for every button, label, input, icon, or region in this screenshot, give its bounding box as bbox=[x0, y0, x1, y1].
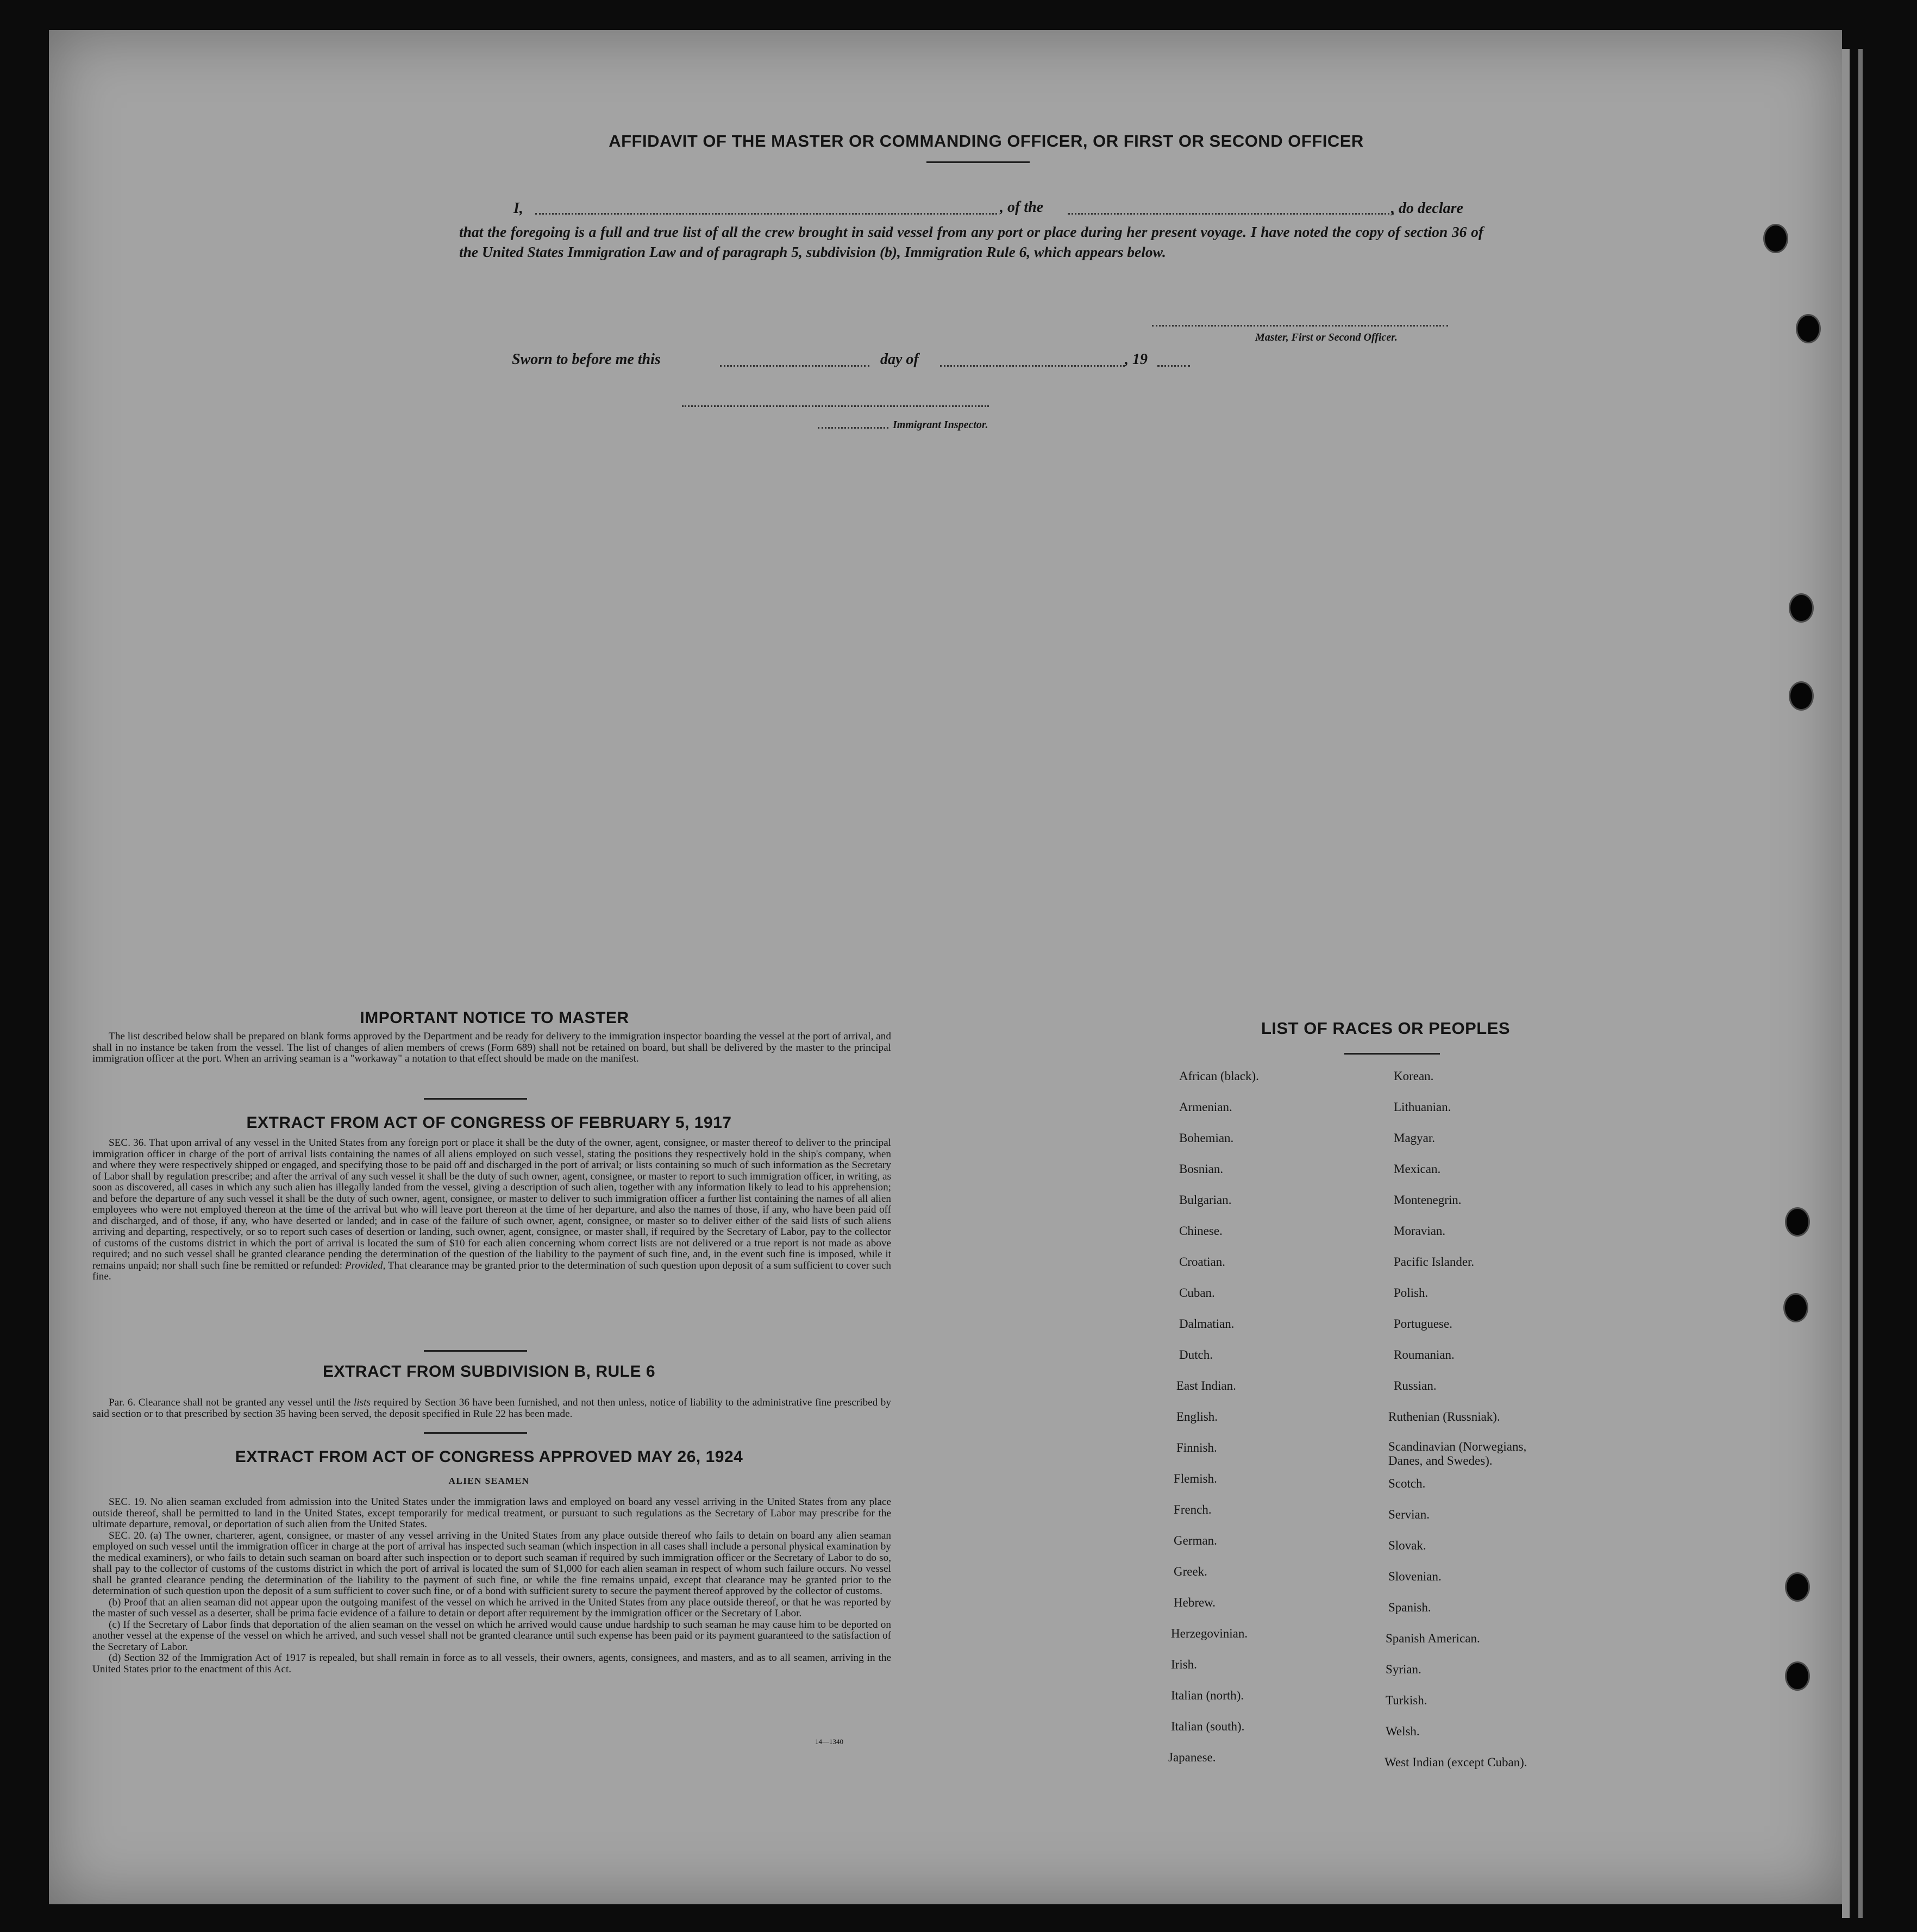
race-item-right: Scandinavian (Norwegians, Danes, and Swedes). bbox=[1388, 1440, 1527, 1467]
race-item-right: Roumanian. bbox=[1394, 1348, 1455, 1362]
binder-hole bbox=[1785, 1661, 1810, 1691]
sec-20b-paragraph: (b) Proof that an alien seaman did not appear upon the outgoing manifest of the vessel on which he arrived in the United States from any place outside thereof, or that he was reported by the master of such vessel as a deserter, shall be prima facie evidence of a failure to detain or deport after requirement by the immigration officer or the Secretary of Labor. bbox=[92, 1596, 891, 1619]
race-item-right: Portuguese. bbox=[1394, 1317, 1452, 1331]
rule6-text-after: required by Section 36 have been furnished, and not then unless, notice of liability to the administrative fine prescribed by said section or to that prescribed by section 35 having been served, the deposit specified in Rule 22 has been made. bbox=[92, 1397, 891, 1420]
race-item-right: Spanish American. bbox=[1386, 1632, 1480, 1645]
sworn-label: Sworn to before me this bbox=[512, 351, 661, 368]
extract-1917-text bbox=[92, 1138, 891, 1283]
sworn-year-line[interactable] bbox=[1157, 365, 1190, 367]
extract-1917-divider bbox=[424, 1350, 527, 1352]
race-item-right: Servian. bbox=[1388, 1508, 1430, 1521]
declare-label: , do declare bbox=[1391, 200, 1463, 217]
race-item-left: Bosnian. bbox=[1179, 1162, 1224, 1176]
race-item-left: East Indian. bbox=[1176, 1379, 1236, 1392]
extract-rule6-divider bbox=[424, 1432, 527, 1434]
of-the-label: , of the bbox=[1000, 199, 1044, 216]
race-item-right: West Indian (except Cuban). bbox=[1384, 1755, 1527, 1769]
race-item-right: Mexican. bbox=[1394, 1162, 1441, 1176]
year-label: , 19 bbox=[1125, 351, 1148, 368]
extract-1924-title: EXTRACT FROM ACT OF CONGRESS APPROVED MAY 26, 1924 bbox=[235, 1448, 743, 1466]
sworn-day-line[interactable] bbox=[720, 365, 869, 367]
race-item-left: Bohemian. bbox=[1179, 1131, 1234, 1145]
race-item-left: German. bbox=[1174, 1534, 1217, 1547]
races-title: LIST OF RACES OR PEOPLES bbox=[1261, 1019, 1511, 1038]
race-item-left: Greek. bbox=[1174, 1565, 1207, 1578]
race-item-right: Slovak. bbox=[1388, 1539, 1426, 1552]
race-item-right: Slovenian. bbox=[1388, 1570, 1442, 1583]
extract-1917-title: EXTRACT FROM ACT OF CONGRESS OF FEBRUARY 5, 1917 bbox=[246, 1114, 732, 1132]
affidavit-title: AFFIDAVIT OF THE MASTER OR COMMANDING OFFICER, OR FIRST OR SECOND OFFICER bbox=[609, 131, 1364, 150]
affiant-name-line[interactable] bbox=[535, 213, 997, 215]
binder-hole bbox=[1789, 593, 1814, 623]
master-signature-line[interactable] bbox=[1152, 325, 1448, 327]
race-item-right: Spanish. bbox=[1388, 1601, 1431, 1614]
notice-title: IMPORTANT NOTICE TO MASTER bbox=[360, 1009, 629, 1027]
race-item-left: Bulgarian. bbox=[1179, 1193, 1232, 1207]
affiant-label: I, bbox=[513, 200, 523, 217]
alien-seamen-subtitle: ALIEN SEAMEN bbox=[448, 1476, 530, 1486]
race-item-right: Moravian. bbox=[1394, 1224, 1446, 1238]
race-item-right: Ruthenian (Russniak). bbox=[1388, 1410, 1500, 1423]
race-item-left: Croatian. bbox=[1179, 1255, 1225, 1269]
race-item-left: Herzegovinian. bbox=[1171, 1627, 1248, 1640]
master-signature-label: Master, First or Second Officer. bbox=[1255, 331, 1398, 343]
race-item-right: Polish. bbox=[1394, 1286, 1429, 1300]
sec-20c-paragraph: (c) If the Secretary of Labor finds that deportation of the alien seaman on the vessel on which he arrived would cause undue hardship to such seaman he may cause him to be deported on another vessel at the expense of the vessel on which he arrived, and such vessel shall not be granted clearance until such expense has been paid or its payment guaranteed to the satisfaction of the Secretary of Labor. bbox=[92, 1619, 891, 1653]
race-item-left: Finnish. bbox=[1176, 1441, 1217, 1454]
race-item-left: English. bbox=[1176, 1410, 1218, 1423]
race-item-right: Russian. bbox=[1394, 1379, 1437, 1392]
extract-1924-body bbox=[92, 1497, 891, 1675]
race-item-left: Hebrew. bbox=[1174, 1596, 1216, 1609]
binder-hole bbox=[1783, 1293, 1808, 1322]
race-item-right: Scotch. bbox=[1388, 1477, 1426, 1490]
inspector-label: Immigrant Inspector. bbox=[893, 419, 988, 431]
vessel-name-line[interactable] bbox=[1068, 213, 1394, 215]
lists-word: lists bbox=[354, 1397, 371, 1408]
notice-text: The list described below shall be prepared on blank forms approved by the Department and be ready for delivery to the immigration inspector boarding the vessel at the port of arrival, and shall in no instance be taken from the vessel. The list of changes of alien members of crews (Form 689) shall not be retained on board, but shall be delivered by the master to the principal immigration officer at the port. When an arriving seaman is a "workaway" a notation to that effect should be made on the manifest. bbox=[92, 1031, 891, 1064]
race-item-left: Armenian. bbox=[1179, 1100, 1232, 1114]
sec-20d-paragraph: (d) Section 32 of the Immigration Act of 1917 is repealed, but shall remain in force as to all vessels, their owners, agents, consignees, and masters, and as to all seamen, arriving in the United States prior to the enactment of this Act. bbox=[92, 1652, 891, 1675]
extract-1917-proviso-text: That clearance may be granted prior to the determination of such question upon deposit of a sum sufficient to cover such fine. bbox=[92, 1259, 892, 1282]
race-item-left: Chinese. bbox=[1179, 1224, 1223, 1238]
race-item-right: Syrian. bbox=[1386, 1663, 1421, 1676]
race-item-right: Magyar. bbox=[1394, 1131, 1436, 1145]
race-item-right: Pacific Islander. bbox=[1394, 1255, 1475, 1269]
day-of-label: day of bbox=[880, 351, 919, 368]
extract-rule6-text bbox=[92, 1397, 891, 1420]
binder-hole bbox=[1763, 224, 1788, 253]
binder-hole bbox=[1785, 1572, 1810, 1602]
extract-1917-body: SEC. 36. That upon arrival of any vessel in the United States from any foreign port or place it shall be the duty of the owner, agent, consignee, or master thereof to deliver to the principal immigration officer in charge of the port of arrival lists containing the names of all aliens employed on such vessel, stating the positions they respectively hold in the ship's company, when and where they were respectively shipped or engaged, and specifying those to be paid off and discharged in the port of arrival; or lists containing so much of such information as the Secretary of Labor shall by regulation prescribe; and after the arrival of any such vessel it shall be the duty of such owner, agent, consignee, or master to report to such immigration officer, in writing, as soon as discovered, all cases in which any such alien has illegally landed from the vessel, giving a description of such alien, together with any information likely to lead to his apprehension; and before the departure of any such vessel it shall be the duty of such owner, agent, consignee, or master to deliver to such immigration officer a further list containing the names of all alien employees who were not employed thereon at the time of the arrival but who will leave port thereon at the time of her departure, and also the names of those, if any, who have been paid off and discharged, and of those, if any, who have deserted or landed; and in case of the failure of such owner, agent, consignee, or master so to deliver either of the said lists of such aliens arriving and departing, respectively, or so to report such cases of desertion or landing, such owner, agent, consignee, or master shall, if required by the Secretary of Labor, pay to the collector of customs of the customs district in which the port of arrival is located the sum of $10 for each alien concerning whom correct lists are not delivered or a true report is not made as above required; and no such vessel shall be granted clearance pending the determination of the question of the liability to the payment of such fine, and, in the event such fine is imposed, while it remains unpaid; nor shall such fine be remitted or refunded: bbox=[92, 1137, 891, 1271]
sec-20a-paragraph: SEC. 20. (a) The owner, charterer, agent, consignee, or master of any vessel arriving in the United States from any place outside thereof who fails to detain on board any alien seaman employed on such vessel until the immigration officer in charge at the port of arrival has inspected such seaman (which inspection in all cases shall include a personal physical examination by the medical examiners), or who fails to detain such seaman on board after such inspection or to deport such seaman if required by such immigration officer or the Secretary of Labor to do so, shall pay to the collector of customs of the customs district in which the port of arrival is located the sum of $1,000 for each alien seaman in respect of whom such failure occurs. No vessel shall be granted clearance pending the determination of the liability to the payment of such fine, or while the fine remains unpaid, except that clearance may be granted prior to the determination of such question upon the deposit of a sum sufficient to cover such fine, or of a bond with sufficient surety to secure the payment thereof approved by the collector of customs. bbox=[92, 1529, 891, 1597]
inspector-signature-line[interactable] bbox=[682, 405, 989, 407]
sheet-edge bbox=[1842, 49, 1850, 1918]
sec-19-paragraph: SEC. 19. No alien seaman excluded from admission into the United States under the immigration laws and employed on board any vessel arriving in the United States from any place outside thereof, shall be permitted to land in the United States, except temporarily for medical treatment, or pursuant to such regulations as the Secretary of Labor may prescribe for the ultimate departure, removal, or deportation of such alien from the United States. bbox=[92, 1496, 891, 1530]
race-item-left: Dalmatian. bbox=[1179, 1317, 1235, 1331]
notice-divider bbox=[424, 1098, 527, 1100]
race-item-right: Turkish. bbox=[1386, 1693, 1427, 1707]
race-item-right: Montenegrin. bbox=[1394, 1193, 1462, 1207]
proviso-word: Provided, bbox=[344, 1259, 386, 1271]
race-item-left: French. bbox=[1174, 1503, 1212, 1516]
sworn-month-line[interactable] bbox=[940, 365, 1125, 367]
binder-hole bbox=[1789, 681, 1814, 711]
inspector-dots bbox=[818, 427, 888, 429]
race-item-left: Cuban. bbox=[1179, 1286, 1215, 1300]
race-item-right: Korean. bbox=[1394, 1069, 1434, 1083]
title-underline bbox=[926, 161, 1030, 163]
race-item-right: Welsh. bbox=[1386, 1724, 1420, 1738]
race-item-right: Lithuanian. bbox=[1394, 1100, 1451, 1114]
race-item-left: African (black). bbox=[1179, 1069, 1259, 1083]
race-item-left: Dutch. bbox=[1179, 1348, 1213, 1362]
binder-hole bbox=[1796, 314, 1821, 343]
race-item-left: Italian (north). bbox=[1171, 1689, 1244, 1702]
sheet-edge bbox=[1858, 49, 1863, 1918]
extract-rule6-title: EXTRACT FROM SUBDIVISION B, RULE 6 bbox=[322, 1363, 656, 1381]
form-number: 14—1340 bbox=[815, 1737, 843, 1746]
race-item-left: Japanese. bbox=[1168, 1751, 1216, 1764]
race-item-left: Irish. bbox=[1171, 1658, 1197, 1671]
rule6-text-before: Par. 6. Clearance shall not be granted any vessel until the bbox=[109, 1397, 351, 1408]
declaration-text: that the foregoing is a full and true list of all the crew brought in said vessel from any port or place during her present voyage. I have noted the copy of section 36 of the United States Immigration Law and of paragraph 5, subdivision (b), Immigration Rule 6, which appears below. bbox=[459, 223, 1483, 260]
binder-hole bbox=[1785, 1207, 1810, 1237]
races-title-underline bbox=[1344, 1053, 1440, 1055]
race-item-left: Flemish. bbox=[1174, 1472, 1217, 1485]
race-item-left: Italian (south). bbox=[1171, 1720, 1245, 1733]
